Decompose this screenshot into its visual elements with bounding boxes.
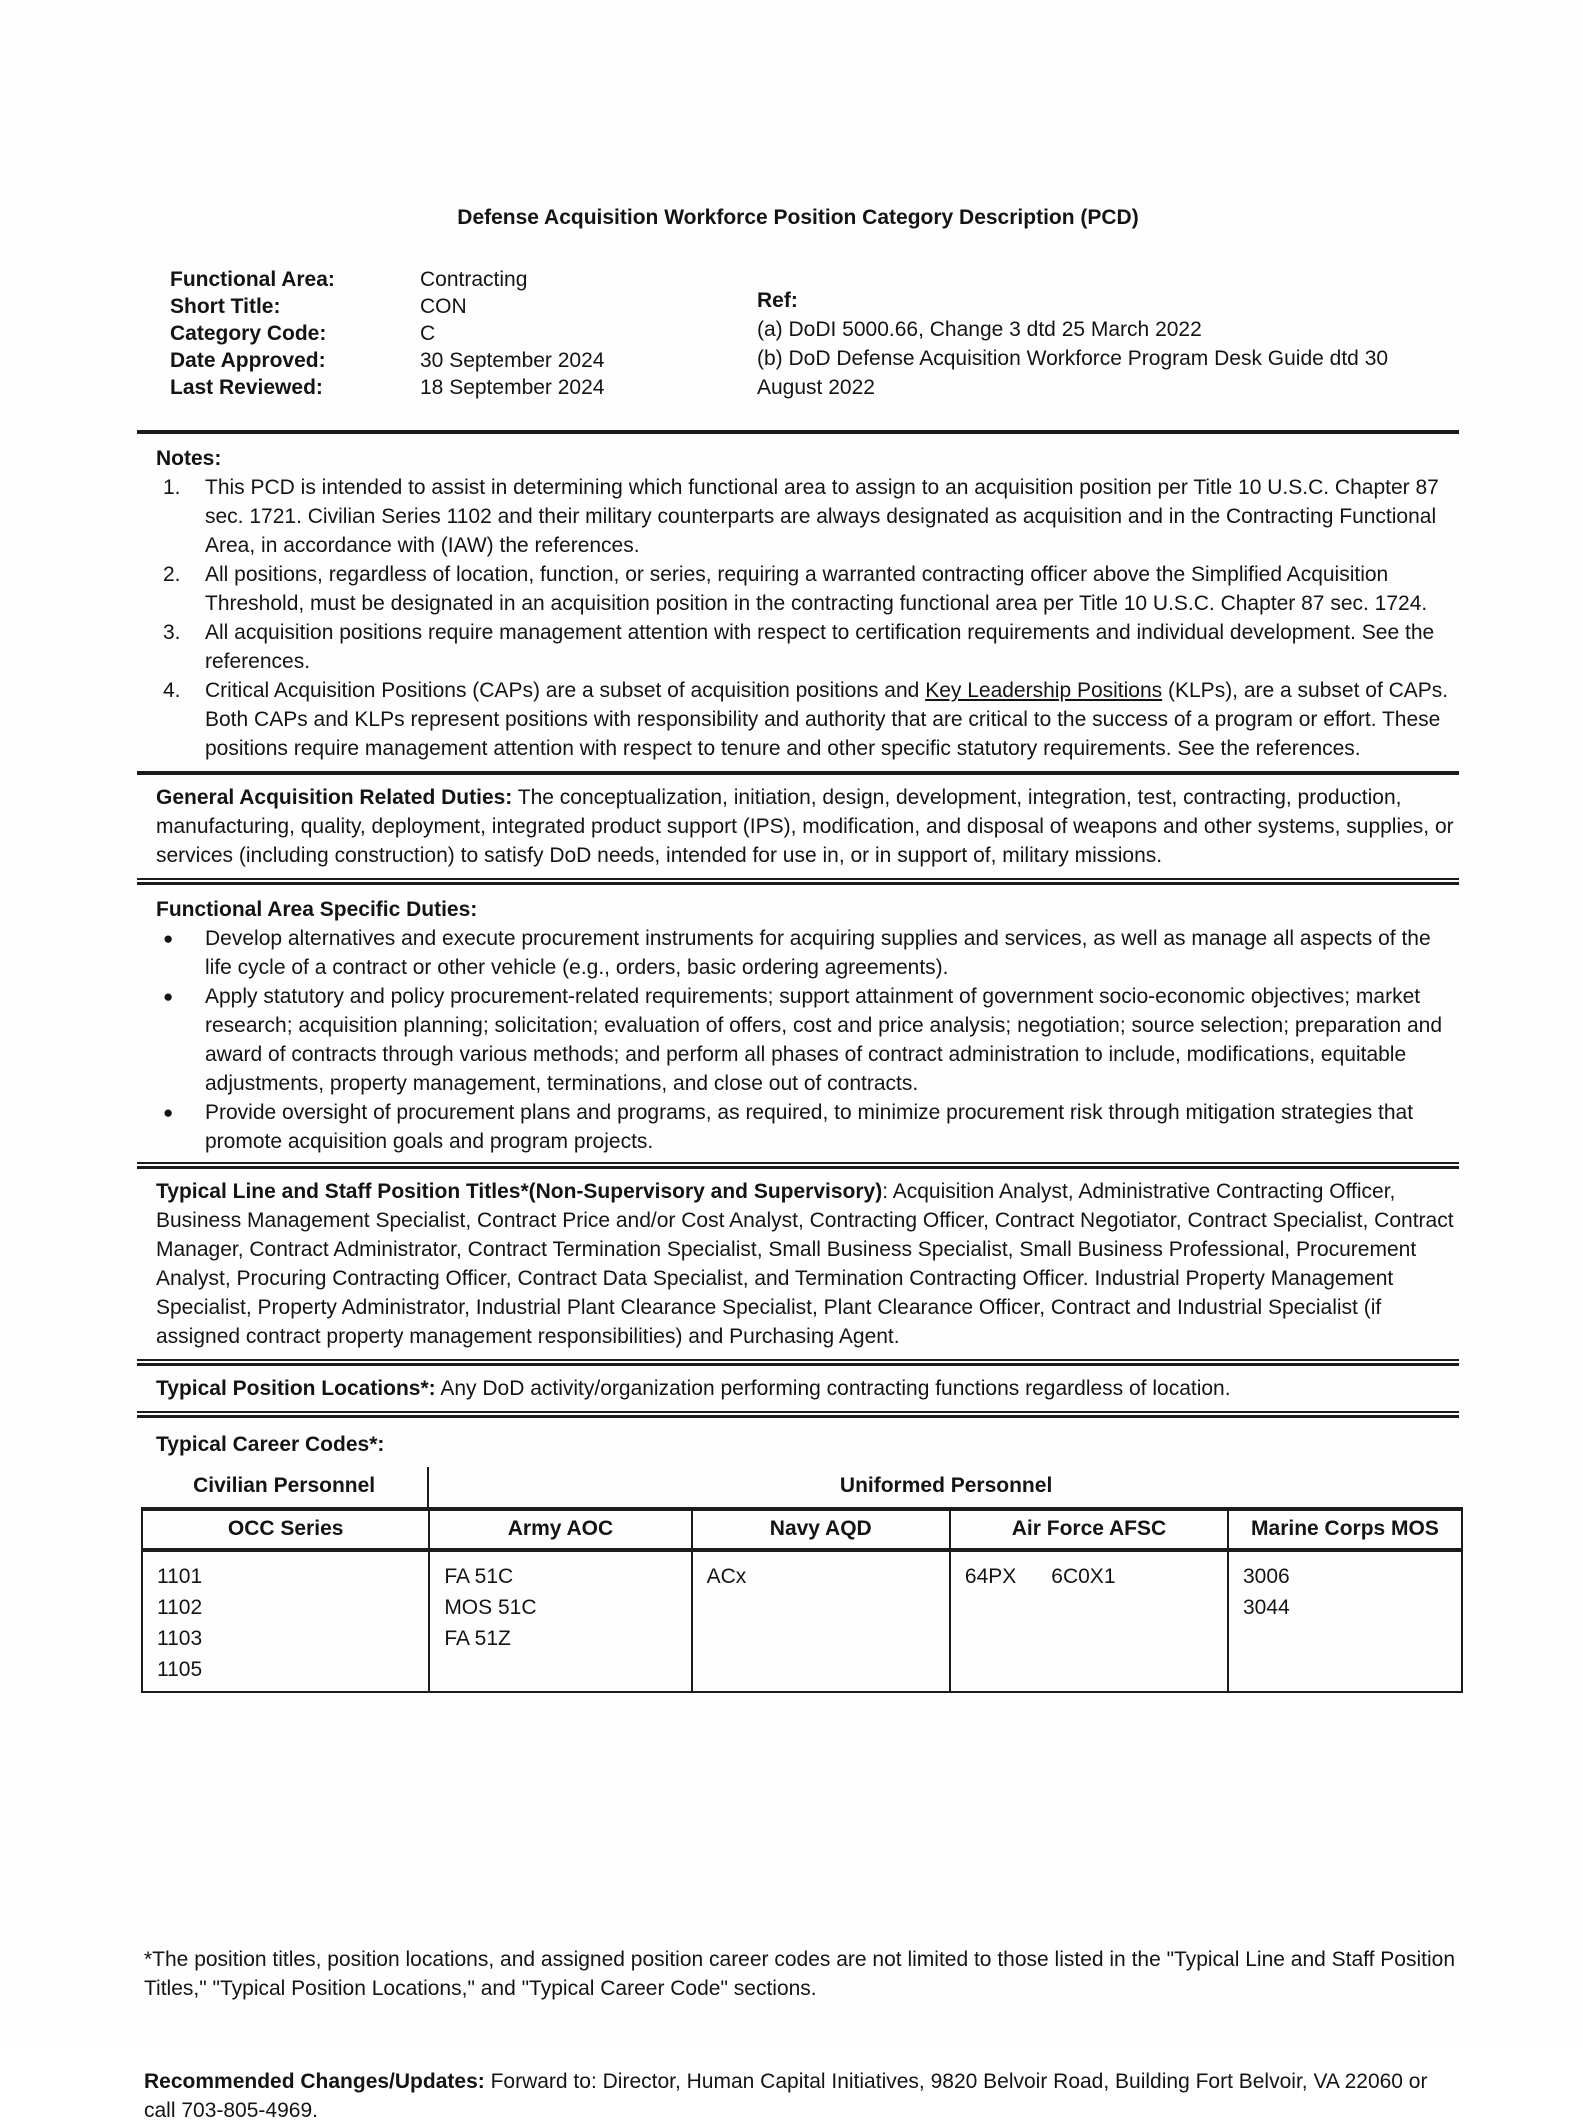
table-cell: 1103 (157, 1627, 203, 1650)
field-value: CON (420, 295, 467, 318)
page-title: Defense Acquisition Workforce Position Category Description (PCD) (457, 206, 1139, 229)
table-group-header-row (141, 1467, 1463, 1507)
table-cell: 3006 (1243, 1565, 1290, 1588)
table-cell: 1101 (157, 1565, 203, 1588)
table-column-navy-aqd (693, 1511, 951, 1691)
note-text: All positions, regardless of location, function, or series, requiring a warranted contracting officer above the Simplified Acquisition Threshold, must be designated in an acquisition position in the contracting functional area per Title 10 U.S.C. Chapter 87 sec. 1724. (205, 563, 1428, 615)
field-value: 18 September 2024 (420, 376, 605, 399)
column-header: Navy AQD (693, 1511, 949, 1552)
bullet-text: Develop alternatives and execute procurement instruments for acquiring supplies and services, as well as manage all aspects of the life cycle of a contract or other vehicle (e.g., orders, basic ordering agreements). (205, 927, 1431, 979)
column-cells (430, 1552, 690, 1682)
table-cell: MOS 51C (444, 1596, 537, 1619)
field-label: Functional Area: (170, 268, 335, 291)
section-divider-double (137, 1359, 1459, 1366)
notes-heading: Notes: (156, 447, 222, 470)
header-meta-block (170, 266, 1459, 404)
table-cell: FA 51Z (444, 1627, 511, 1650)
table-cell: FA 51C (444, 1565, 514, 1588)
bullet-text: Apply statutory and policy procurement-related requirements; support attainment of government socio-economic objectives; market research; acquisition planning; solicitation; evaluation of offers, cost and price analysis; negotiation; source selection; preparation and award of contracts through various methods; and perform all phases of contract administration to include, modifications, equitable adjustments, property management, terminations, and close out of contracts. (205, 985, 1443, 1095)
reference-block (757, 286, 1397, 402)
position-locations-paragraph (156, 1374, 1459, 1403)
note-number: 2. (163, 563, 181, 586)
general-duties-label: General Acquisition Related Duties: (156, 786, 513, 809)
recommended-changes-text: Forward to: Director, Human Capital Initiatives, 9820 Belvoir Road, Building Fort Belvoir, VA 22060 or call 703-805-4969. (144, 2070, 1428, 2122)
functional-duty-bullet-1 (163, 924, 1459, 982)
section-divider-double (137, 1411, 1459, 1418)
note-text-segment: (KLPs), are a subset of CAPs. Both CAPs and KLPs represent positions with responsibility and authority that are critical to the success of a program or effort. These positions require management attention with respect to tenure and other specific statutory requirements. See the references. (205, 679, 1449, 760)
bullet-text: Provide oversight of procurement plans and programs, as required, to minimize procurement risk through mitigation strategies that promote acquisition goals and program projects. (205, 1101, 1414, 1153)
career-codes-table (141, 1467, 1463, 1693)
field-label: Short Title: (170, 295, 281, 318)
general-duties-paragraph (156, 783, 1459, 870)
note-number: 4. (163, 679, 181, 702)
section-divider-double (137, 1162, 1459, 1169)
note-number: 3. (163, 621, 181, 644)
field-label: Last Reviewed: (170, 376, 323, 399)
column-header: Marine Corps MOS (1229, 1511, 1461, 1552)
table-cell: 3044 (1243, 1596, 1290, 1619)
field-label: Category Code: (170, 322, 327, 345)
general-duties-text: The conceptualization, initiation, design, development, integration, test, contracting, production, manufacturing, quality, deployment, integrated product support (IPS), modification, and disposal of weapons and other systems, supplies, or services (including construction) to satisfy DoD needs, intended for use in, or in support of, military missions. (156, 786, 1454, 867)
ref-label: Ref: (757, 289, 798, 312)
ref-line-a: (a) DoDI 5000.66, Change 3 dtd 25 March 2022 (757, 318, 1202, 341)
table-cell: 64PX 6C0X1 (964, 1565, 1116, 1588)
table-cell: 1105 (157, 1658, 203, 1681)
bullet-icon: ● (163, 987, 174, 1006)
column-cells (951, 1552, 1227, 1682)
column-header: Army AOC (430, 1511, 690, 1552)
functional-duty-bullet-3 (163, 1098, 1459, 1156)
bullet-icon: ● (163, 1103, 174, 1122)
recommended-changes-label: Recommended Changes/Updates: (144, 2070, 485, 2093)
table-grid (141, 1507, 1463, 1693)
field-value: 30 September 2024 (420, 349, 605, 372)
note-item-1 (163, 473, 1459, 560)
career-codes-heading: Typical Career Codes*: (156, 1433, 385, 1456)
column-cells (693, 1552, 949, 1682)
note-text-segment: Critical Acquisition Positions (CAPs) are a subset of acquisition positions and (205, 679, 926, 702)
note-text (205, 676, 1459, 763)
bullet-icon: ● (163, 929, 174, 948)
column-cells (143, 1552, 428, 1691)
table-cell: ACx (706, 1565, 747, 1588)
table-column-air-force-afsc (951, 1511, 1229, 1691)
column-cells (1229, 1552, 1461, 1682)
functional-duty-bullet-2 (163, 982, 1459, 1098)
position-titles-paragraph (156, 1177, 1459, 1351)
group-header-civilian: Civilian Personnel (141, 1467, 429, 1507)
section-divider-double (137, 878, 1459, 885)
column-header: OCC Series (143, 1511, 428, 1552)
group-header-uniformed: Uniformed Personnel (839, 1474, 1053, 1497)
recommended-changes-paragraph (144, 2067, 1459, 2125)
note-text: This PCD is intended to assist in determining which functional area to assign to an acquisition position per Title 10 U.S.C. Chapter 87 sec. 1721. Civilian Series 1102 and their military counterparts are always designated as acquisition and in the Contracting Functional Area, in accordance with (IAW) the references. (205, 476, 1439, 557)
ref-line-b: (b) DoD Defense Acquisition Workforce Program Desk Guide dtd 30 August 2022 (757, 347, 1389, 399)
field-value: Contracting (420, 268, 528, 291)
note-number: 1. (163, 476, 181, 499)
position-locations-label: Typical Position Locations*: (156, 1377, 436, 1400)
table-column-marine-corps-mos (1229, 1511, 1461, 1691)
note-text: All acquisition positions require management attention with respect to certification requirements and individual development. See the references. (205, 621, 1435, 673)
section-divider (137, 771, 1459, 775)
note-item-3 (163, 618, 1459, 676)
position-titles-label: Typical Line and Staff Position Titles*(Non-Supervisory and Supervisory) (156, 1180, 883, 1203)
column-header: Air Force AFSC (951, 1511, 1227, 1552)
position-locations-text: Any DoD activity/organization performing contracting functions regardless of location. (435, 1377, 1231, 1400)
asterisk-footnote: *The position titles, position locations, and assigned position career codes are not limited to those listed in the "Typical Line and Staff Position Titles," "Typical Position Locations," and "Typical Career Code" sections. (144, 1948, 1456, 2000)
field-value: C (420, 322, 436, 345)
table-column-army-aoc (430, 1511, 692, 1691)
note-item-4 (163, 676, 1459, 763)
functional-duties-heading: Functional Area Specific Duties: (156, 898, 478, 921)
note-text-underlined: Key Leadership Positions (925, 679, 1163, 702)
table-column-occ-series (143, 1511, 430, 1691)
field-label: Date Approved: (170, 349, 326, 372)
note-item-2 (163, 560, 1459, 618)
position-titles-text: : Acquisition Analyst, Administrative Contracting Officer, Business Management Specialist, Contract Price and/or Cost Analyst, Contracting Officer, Contract Negotiator, Contract Specialist, Contract Manager, Contract Administrator, Contract Termination Specialist, Small Business Specialist, Small Business Professional, Procurement Analyst, Procuring Contracting Officer, Contract Data Specialist, and Termination Contracting Officer. Industrial Property Management Specialist, Property Administrator, Industrial Plant Clearance Specialist, Plant Clearance Officer, Contract and Industrial Specialist (if assigned contract property management responsibilities) and Purchasing Agent. (156, 1180, 1454, 1348)
table-cell: 1102 (157, 1596, 203, 1619)
section-divider (137, 430, 1459, 434)
